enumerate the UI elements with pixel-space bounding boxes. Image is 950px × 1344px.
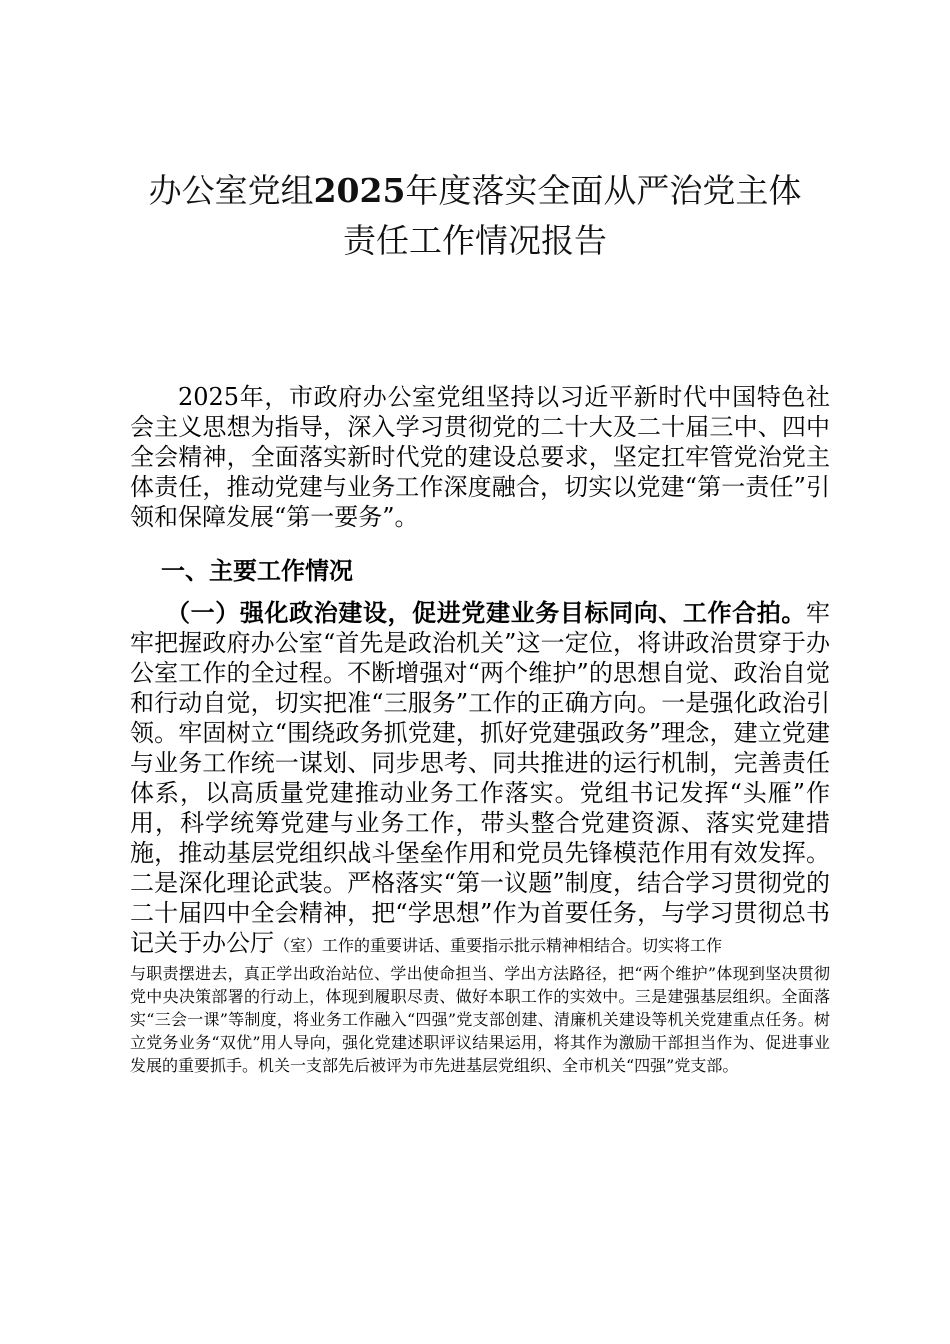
subsection-heading: （一）强化政治建设，促进党建业务目标同向、工作合拍。 (166, 598, 806, 627)
intro-paragraph: 2025年，市政府办公室党组坚持以习近平新时代中国特色社会主义思想为指导，深入学习贯彻党的二十大及二十届三中、四中全会精神，全面落实新时代党的建设总要求，坚定扛牢管党治党主体责任，推动党建与业务工作深度融合，切实以党建“第一责任”引领和保障发展“第一要务”。 (130, 383, 830, 531)
subsection-small-text: 与职责摆进去，真正学出政治站位、学出使命担当、学出方法路径，把“两个维护”体现到坚决贯彻党中央决策部署的行动上，体现到履职尽责、做好本职工作的实效中。三是建强基层组织。全面落实“三会一课”等制度，将业务工作融入“四强”党支部创建、清廉机关建设等机关党建重点任务。树立党务业务“双优”用人导向，强化党建述职评议结果运用，将其作为激励干部担当作为、促进事业发展的重要抓手。机关一支部先后被评为市先进基层党组织、全市机关“四强”党支部。 (130, 964, 830, 1075)
title-line-1-part-a: 办公室党组 (148, 171, 314, 210)
document-title (60, 166, 890, 266)
section-heading: 一、主要工作情况 (161, 556, 353, 585)
title-line-2: 责任工作情况报告 (343, 221, 607, 260)
title-line-1 (60, 166, 890, 216)
subsection-body-small-tail: （室）工作的重要讲话、重要指示批示精神相结合。切实将工作 (274, 936, 723, 955)
subsection-body: 牢牢把握政府办公室“首先是政治机关”这一定位，将讲政治贯穿于办公室工作的全过程。不断增强对“两个维护”的思想自觉、政治自觉和行动自觉，切实把准“三服务”工作的正确方向。一是强化政治引领。牢固树立“围绕政务抓党建，抓好党建强政务”理念，建立党建与业务工作统一谋划、同步思考、同共推进的运行机制，完善责任体系，以高质量党建推动业务工作落实。党组书记发挥“头雁”作用，科学统筹党建与业务工作，带头整合党建资源、落实党建措施，推动基层党组织战斗堡垒作用和党员先锋模范作用有效发挥。二是深化理论武装。严格落实“第一议题”制度，结合学习贯彻党的二十届四中全会精神，把“学思想”作为首要任务，与学习贯彻总书记关于办公厅 (130, 599, 830, 957)
title-year: 2025 (313, 171, 406, 210)
subsection-paragraph (130, 598, 830, 961)
title-line-1-part-b: 年度落实全面从严治党主体 (405, 171, 802, 210)
